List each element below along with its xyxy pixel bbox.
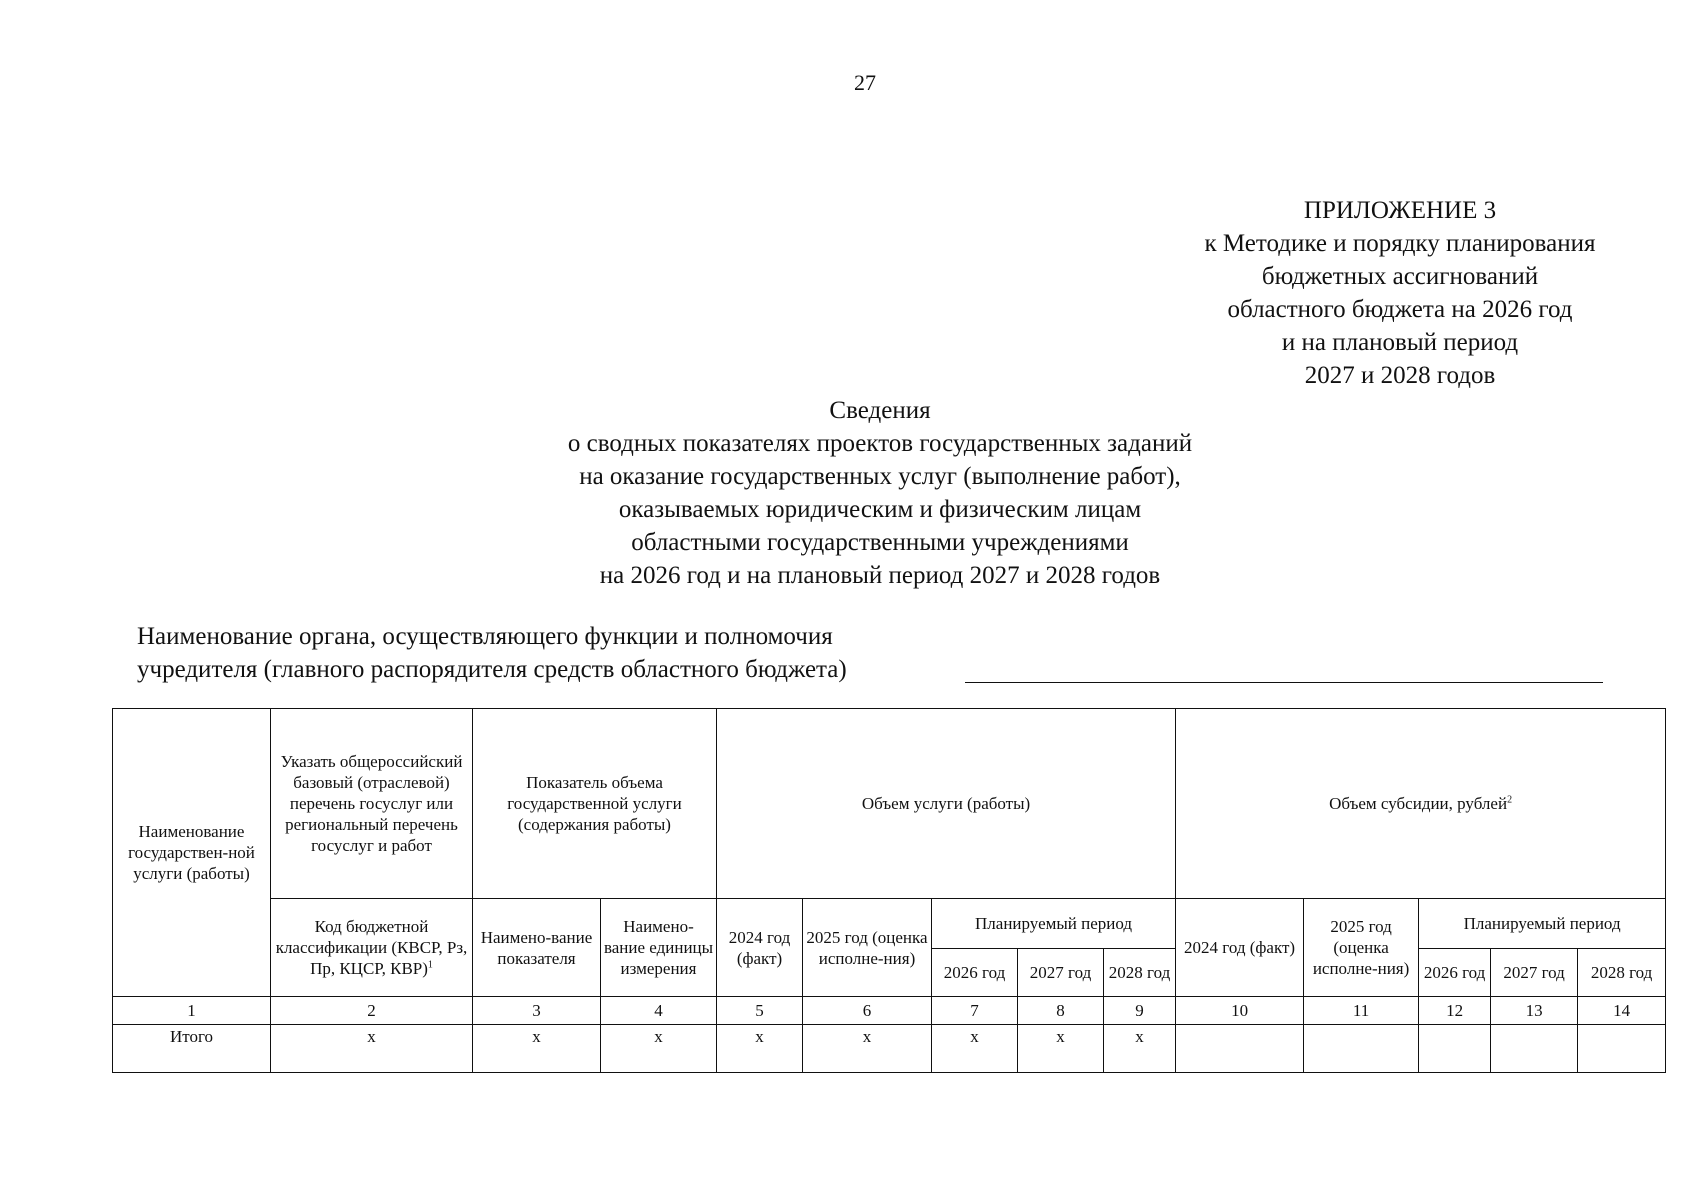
- page-number: 27: [854, 70, 876, 95]
- organization-label-line1: Наименование органа, осуществляющего функции и полномочия: [137, 623, 833, 650]
- header-budget-code: [271, 899, 473, 997]
- column-number: 11: [1304, 997, 1419, 1025]
- header-row-2: [113, 899, 1666, 949]
- header-subsidy-2024-fact: 2024 год (факт): [1176, 899, 1304, 997]
- appendix-line: 2027 и 2028 годов: [1304, 362, 1496, 389]
- header-row-1: [113, 709, 1666, 899]
- header-subsidy-volume: [1176, 709, 1666, 899]
- header-unit-name: Наимено-вание единицы измерения: [601, 899, 717, 997]
- column-number: 5: [717, 997, 803, 1025]
- appendix-line: бюджетных ассигнований: [1261, 263, 1539, 290]
- column-number-row: [113, 997, 1666, 1025]
- appendix-line: областного бюджета на 2026 год: [1227, 296, 1573, 323]
- total-cell: х: [271, 1025, 473, 1073]
- column-number: 8: [1018, 997, 1104, 1025]
- header-budget-code-text: Код бюджетной классификации (КВСР, Рз, Пр, КЦСР, КВР): [275, 917, 468, 978]
- organization-fill-line[interactable]: [965, 682, 1603, 683]
- header-2024-fact: 2024 год (факт): [717, 899, 803, 997]
- header-2026: 2026 год: [932, 949, 1018, 997]
- header-planned-period: Планируемый период: [932, 899, 1176, 949]
- column-number: 12: [1419, 997, 1491, 1025]
- title-line: на оказание государственных услуг (выполнение работ),: [579, 463, 1181, 490]
- total-subsidy-2026[interactable]: [1419, 1025, 1491, 1073]
- header-2025-estimate: 2025 год (оценка исполне-ния): [803, 899, 932, 997]
- total-label: Итого: [113, 1025, 271, 1073]
- column-number: 10: [1176, 997, 1304, 1025]
- header-subsidy-planned-period: Планируемый период: [1419, 899, 1666, 949]
- header-2028: 2028 год: [1104, 949, 1176, 997]
- total-cell: х: [932, 1025, 1018, 1073]
- header-service-name: Наименование государствен-ной услуги (работы): [113, 709, 271, 997]
- total-cell: х: [601, 1025, 717, 1073]
- appendix-header: [1160, 194, 1640, 392]
- column-number: 4: [601, 997, 717, 1025]
- total-cell: х: [717, 1025, 803, 1073]
- title-line: на 2026 год и на плановый период 2027 и 2028 годов: [599, 562, 1161, 589]
- organization-label-line2: учредителя (главного распорядителя средств областного бюджета): [137, 656, 847, 683]
- title-line: о сводных показателях проектов государственных заданий: [567, 430, 1193, 457]
- column-number: 7: [932, 997, 1018, 1025]
- total-subsidy-2024[interactable]: [1176, 1025, 1304, 1073]
- header-basic-list: Указать общероссийский базовый (отраслевой) перечень госуслуг или региональный перечень госуслуг и работ: [271, 709, 473, 899]
- appendix-line: ПРИЛОЖЕНИЕ 3: [1303, 197, 1497, 224]
- column-number: 13: [1491, 997, 1578, 1025]
- title-line: оказываемых юридическим и физическим лицам: [618, 496, 1142, 523]
- header-subsidy-volume-text: Объем субсидии, рублей: [1329, 794, 1508, 813]
- column-number: 1: [113, 997, 271, 1025]
- header-subsidy-2028: 2028 год: [1578, 949, 1666, 997]
- title-line: Сведения: [829, 397, 931, 424]
- column-number: 6: [803, 997, 932, 1025]
- summary-table: [112, 708, 1666, 1073]
- total-cell: х: [473, 1025, 601, 1073]
- header-2027: 2027 год: [1018, 949, 1104, 997]
- header-subsidy-2025-estimate: 2025 год (оценка исполне-ния): [1304, 899, 1419, 997]
- document-title: [480, 394, 1280, 592]
- total-cell: х: [1104, 1025, 1176, 1073]
- total-row: [113, 1025, 1666, 1073]
- header-subsidy-2026: 2026 год: [1419, 949, 1491, 997]
- header-volume-indicator: Показатель объема государственной услуги (содержания работы): [473, 709, 717, 899]
- total-subsidy-2025[interactable]: [1304, 1025, 1419, 1073]
- column-number: 9: [1104, 997, 1176, 1025]
- appendix-line: к Методике и порядку планирования: [1204, 230, 1596, 257]
- total-subsidy-2027[interactable]: [1491, 1025, 1578, 1073]
- header-subsidy-2027: 2027 год: [1491, 949, 1578, 997]
- column-number: 3: [473, 997, 601, 1025]
- column-number: 14: [1578, 997, 1666, 1025]
- footnote-mark: 2: [1507, 794, 1513, 806]
- total-cell: х: [803, 1025, 932, 1073]
- header-service-volume: Объем услуги (работы): [717, 709, 1176, 899]
- footnote-mark: 1: [427, 959, 433, 971]
- column-number: 2: [271, 997, 473, 1025]
- organization-field: [137, 620, 1617, 686]
- header-indicator-name: Наимено-вание показателя: [473, 899, 601, 997]
- total-subsidy-2028[interactable]: [1578, 1025, 1666, 1073]
- total-cell: х: [1018, 1025, 1104, 1073]
- appendix-line: и на плановый период: [1281, 329, 1519, 356]
- title-line: областными государственными учреждениями: [631, 529, 1129, 556]
